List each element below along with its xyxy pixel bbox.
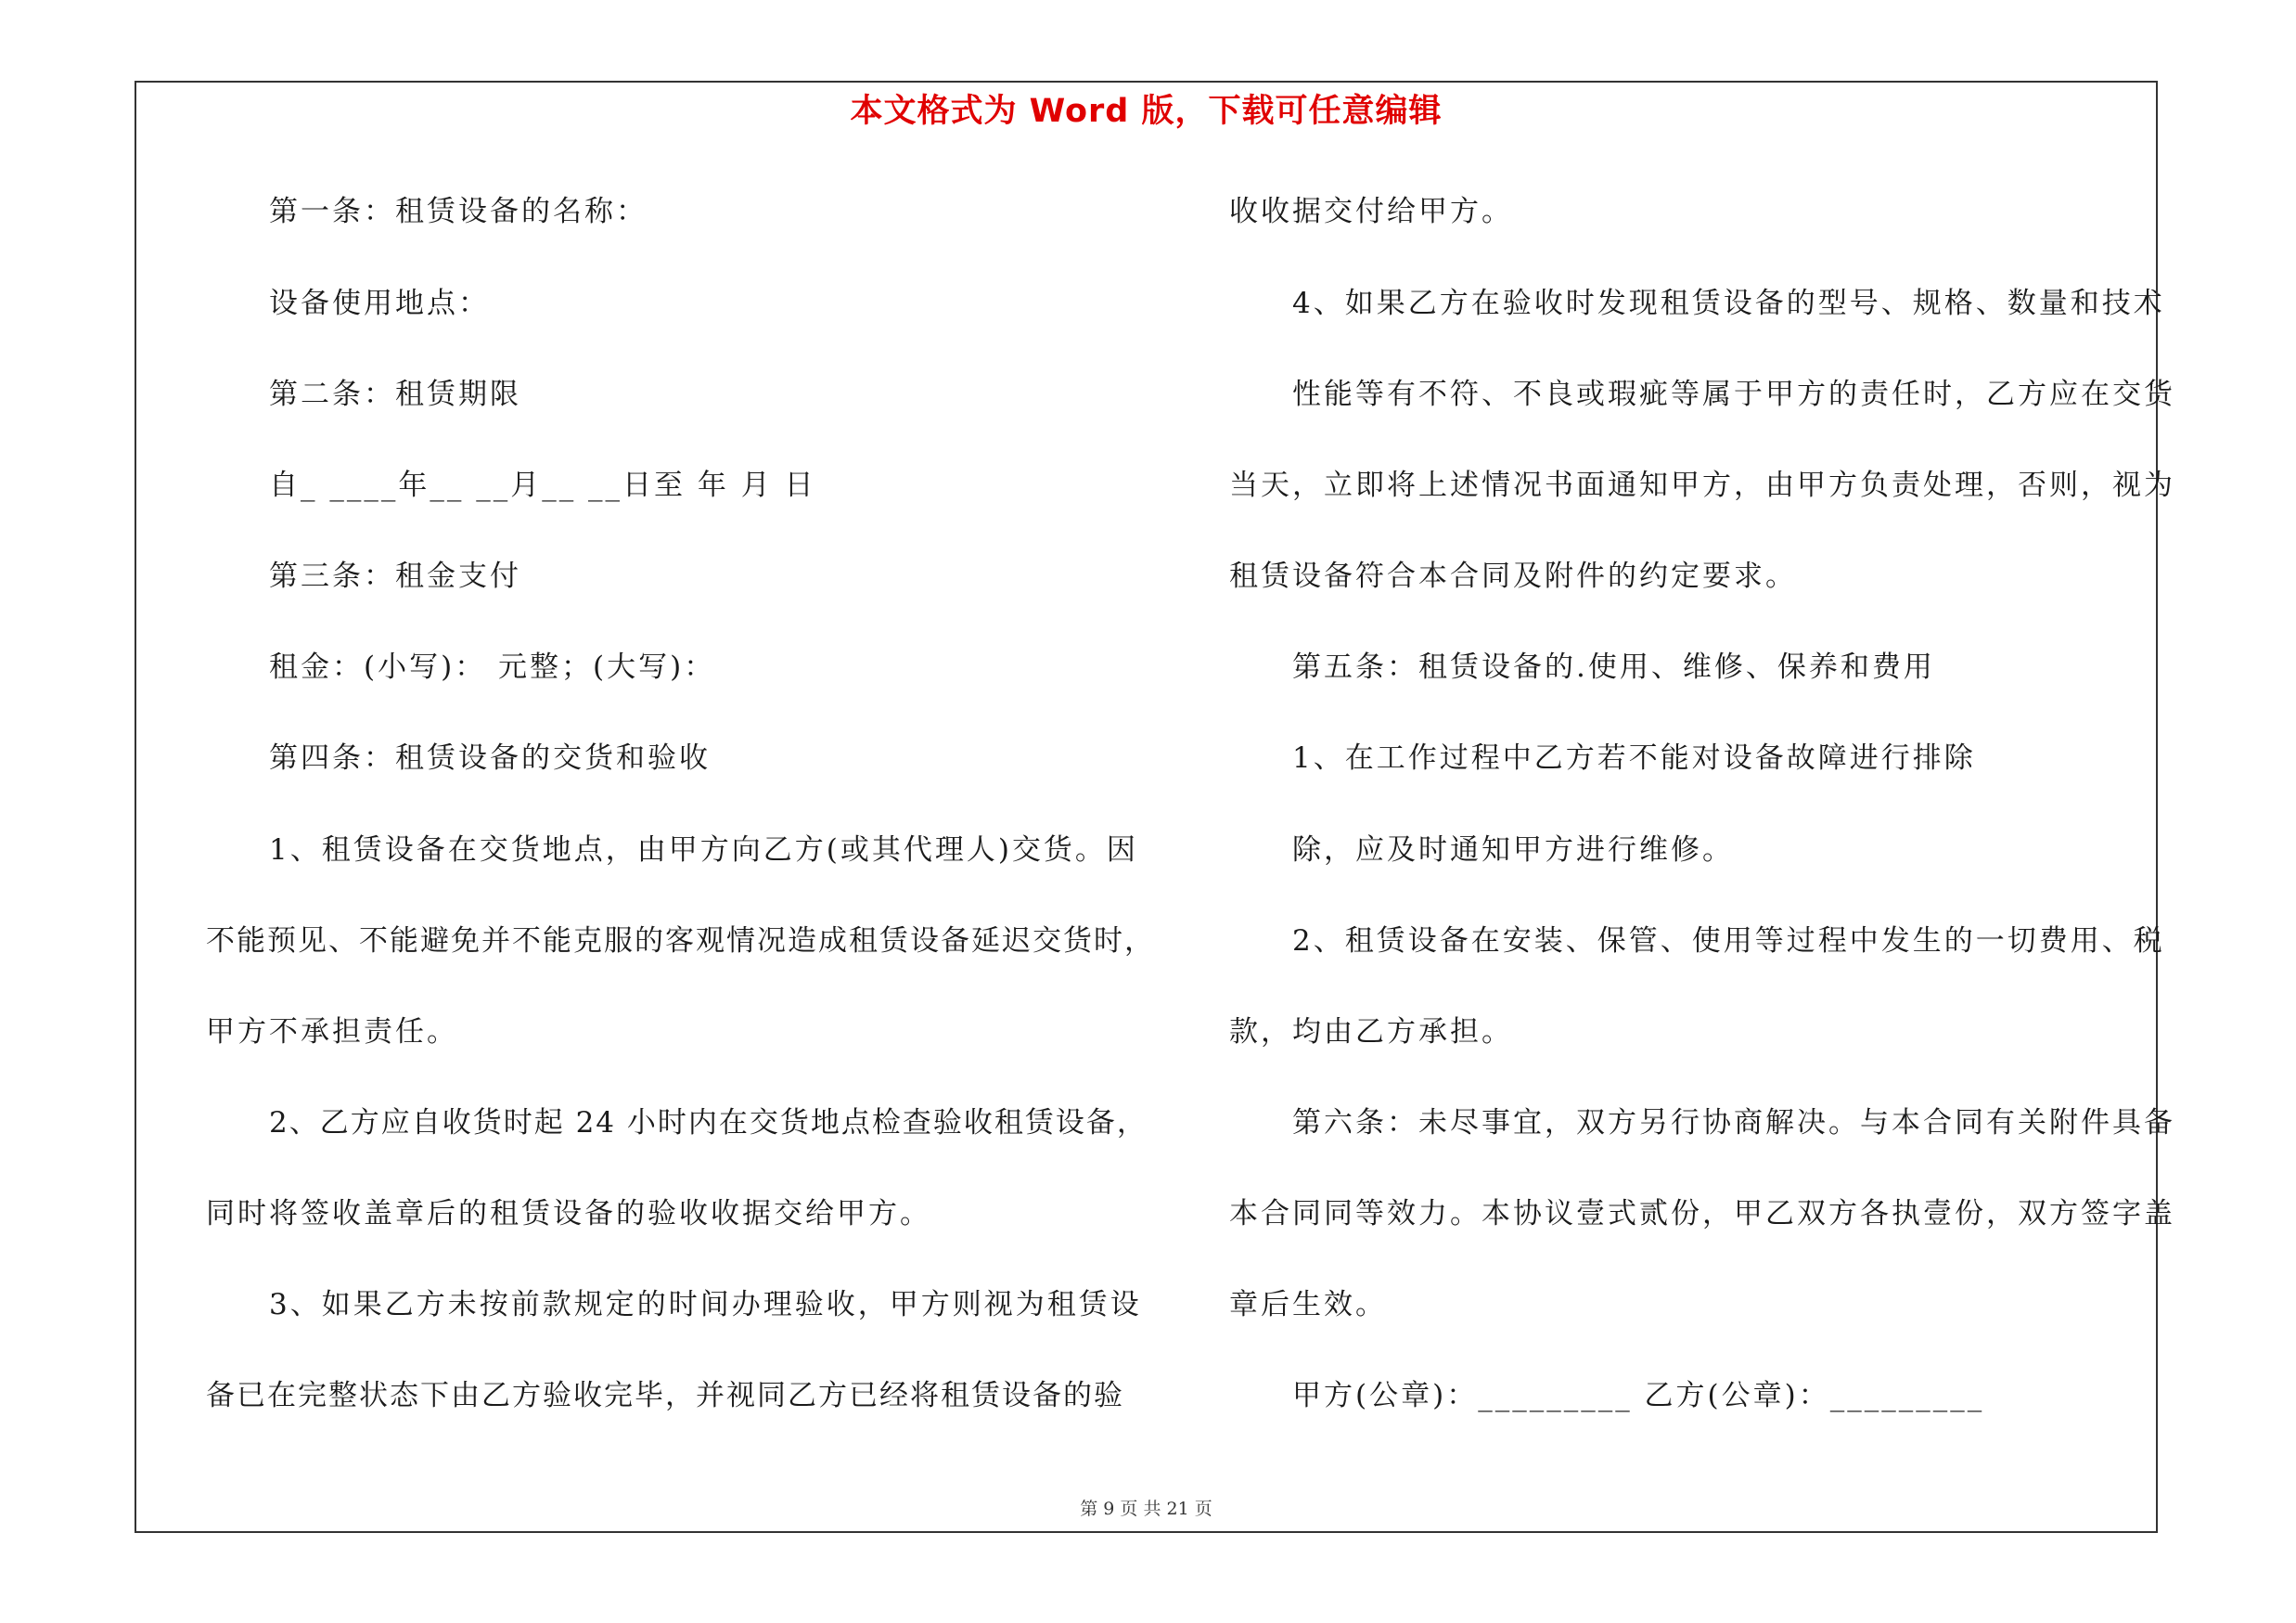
right-line-2: 4、如果乙方在验收时发现租赁设备的型号、规格、数量和技术 (1292, 287, 2165, 320)
signature-line: 甲方(公章)：_________ 乙方(公章)：_________ (1292, 1379, 1985, 1412)
right-line-9: 2、租赁设备在安装、保管、使用等过程中发生的一切费用、税 (1292, 924, 2165, 958)
left-line-14: 备已在完整状态下由乙方验收完毕，并视同乙方已经将租赁设备的验 (206, 1379, 1124, 1412)
left-line-6: 租金：(小写)： 元整；(大写)： (269, 650, 716, 684)
left-line-7: 第四条：租赁设备的交货和验收 (269, 741, 711, 775)
left-line-4: 自_ ____年__ __月__ __日至 年 月 日 (269, 469, 816, 502)
left-line-12: 同时将签收盖章后的租赁设备的验收收据交给甲方。 (206, 1197, 931, 1230)
left-line-10: 甲方不承担责任。 (206, 1015, 458, 1049)
left-line-8: 1、租赁设备在交货地点，由甲方向乙方(或其代理人)交货。因 (269, 833, 1138, 867)
left-line-3: 第二条：租赁期限 (269, 378, 521, 411)
page-number: 第 9 页 共 21 页 (1080, 1499, 1212, 1519)
left-line-2: 设备使用地点： (269, 287, 490, 320)
right-line-5: 租赁设备符合本合同及附件的约定要求。 (1229, 560, 1797, 593)
right-line-11: 第六条：未尽事宜，双方另行协商解决。与本合同有关附件具备 (1292, 1106, 2175, 1140)
left-line-1: 第一条：租赁设备的名称： (269, 195, 648, 228)
left-line-13: 3、如果乙方未按前款规定的时间办理验收，甲方则视为租赁设 (269, 1288, 1142, 1321)
right-line-12: 本合同同等效力。本协议壹式贰份，甲乙双方各执壹份，双方签字盖 (1229, 1197, 2175, 1230)
left-line-11: 2、乙方应自收货时起 24 小时内在交货地点检查验收租赁设备， (269, 1106, 1148, 1140)
right-line-4: 当天，立即将上述情况书面通知甲方，由甲方负责处理，否则，视为 (1229, 469, 2175, 502)
left-line-5: 第三条：租金支付 (269, 560, 521, 593)
right-line-8: 除，应及时通知甲方进行维修。 (1292, 833, 1734, 867)
left-line-9: 不能预见、不能避免并不能克服的客观情况造成租赁设备延迟交货时， (206, 924, 1155, 958)
right-line-13: 章后生效。 (1229, 1288, 1387, 1321)
right-line-7: 1、在工作过程中乙方若不能对设备故障进行排除 (1292, 741, 1976, 775)
right-line-10: 款，均由乙方承担。 (1229, 1015, 1513, 1049)
format-notice-banner: 本文格式为 Word 版，下载可任意编辑 (850, 93, 1443, 130)
right-line-6: 第五条：租赁设备的.使用、维修、保养和费用 (1292, 650, 1935, 684)
right-line-3: 性能等有不符、不良或瑕疵等属于甲方的责任时，乙方应在交货 (1292, 378, 2175, 411)
right-line-1: 收收据交付给甲方。 (1229, 195, 1513, 228)
